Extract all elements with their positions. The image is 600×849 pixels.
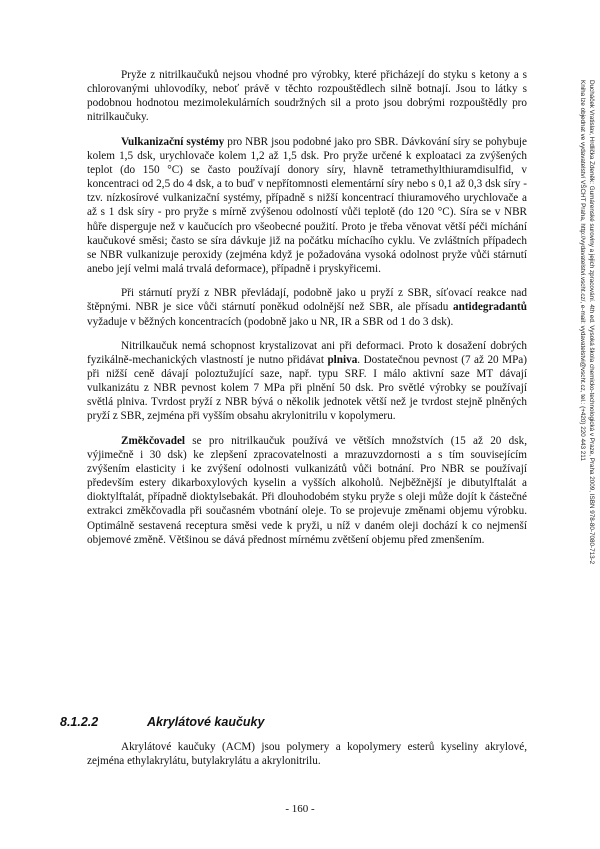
text-run: se pro nitrilkaučuk používá ve větších množstvích (15 až 20 dsk, výjimečně i 30 dsk) ke zlepšení zpracovatelnosti a mrazuvzdornosti a s tím souvisejícím zvýšením elasticity i ke zvýšení odolnosti vulkanizátů vůči botnání. Pro NBR se používají především estery dikarboxylových kyselin a vyšších alkoholů. Nejběžnější je dibutylftalát a dioktylftalát, případně dioktylsebakát. Při dlouhodobém styku pryže s oleji může dojít k částečné extrakci změkčovadla při současném vbotnání oleje. To se projevuje změnami objemu výrobku. Optimálně sestavená receptura směsi vede k pryži, u níž v daném oleji dochází k co nejmenší objemové změně. Většinou se dává přednost mírnému zvětšení objemu před zmenšením. bbox=[87, 434, 527, 546]
text-run: pro NBR jsou podobné jako pro SBR. Dávkování síry se pohybuje kolem 1,5 dsk, urychlovače kolem 1,2 až 1,5 dsk. Pro pryže určené k exploataci za zvýšených teplot (do 150 °C) se často používají donory síry, hlavně tetramethylthiuramdisulfid, v koncentraci od 2,5 do 4 dsk, a to buď v nepřítomnosti elementární síry nebo s 0,1 až 0,3 dsk síry - tzv. nízkosírové vulkanizační systémy, případně s nižší koncentrací thiuramového urychlovače a až s 1 dsk síry - pro pryže s mírně zvýšenou odolností vůči teplotě (do 120 °C). Síra se v NBR hůře disperguje než v kaučucích pro všeobecné použití. Proto je třeba věnovat větší péči míchání kaučukové směsi; často se síra dávkuje již na počátku míchacího cyklu. Ve zvláštních případech se NBR vulkanizuje peroxidy (zejména když je požadována vysoká odolnost pryže vůči stárnutí anebo její velmi malá trvalá deformace), případně i pryskyřicemi. bbox=[87, 135, 527, 276]
section-heading bbox=[60, 715, 520, 729]
text-run: Pryže z nitrilkaučuků nejsou vhodné pro výrobky, které přicházejí do styku s ketony a s chlorovanými uhlovodíky, neboť právě v těchto rozpouštědlech silně botnají. Jsou to látky s podobnou hodnotou mezimolekulárních soudržných sil a proto jsou dobrými rozpouštědly pro nitrilkaučuky. bbox=[87, 69, 527, 124]
section-title: Akrylátové kaučuky bbox=[147, 715, 265, 729]
paragraph bbox=[87, 68, 527, 125]
bold-term: Vulkanizační systémy bbox=[121, 135, 225, 148]
text-run: Při stárnutí pryží z NBR převládají, podobně jako u pryží z SBR, síťovací reakce nad štěpnými. NBR je sice vůči stárnutí poněkud odolnější než SBR, ale přísadu bbox=[87, 287, 527, 314]
bold-term: antidegradantů bbox=[453, 301, 527, 314]
section-intro bbox=[87, 740, 527, 768]
section-number: 8.1.2.2 bbox=[60, 715, 99, 729]
paragraph bbox=[87, 135, 527, 277]
section-intro-paragraph: Akrylátové kaučuky (ACM) jsou polymery a kopolymery esterů kyseliny akrylové, zejména ethylakrylátu, butylakrylátu a akrylonitrilu. bbox=[87, 741, 527, 768]
side-citation bbox=[566, 80, 596, 640]
paragraph bbox=[87, 286, 527, 328]
body-text bbox=[87, 68, 527, 557]
side-citation-line-1: Ducháček Vratislav, Hrdlička Zdeněk: Gumárenské suroviny a jejich zpracování. 4th ed. Vysoká škola chemicko-technologická v Praze, Praha 2009, ISBN 978-80-7080-713-2 bbox=[588, 80, 595, 565]
side-citation-line-2: Kniha lze objednat ve vydavatelství VŠCHT Praha, http://vydavatelstvi.vscht.cz/, e-mail: vydavatelstvi@vscht.cz, tel.: (+420) 220 443 211 bbox=[579, 80, 586, 461]
text-run: Nitrilkaučuk nemá schopnost krystalizovat ani při deformaci. Proto k dosažení dobrých fyzikálně-mechanických vlastností je nutno přidávat bbox=[87, 339, 527, 366]
page-number: - 160 - bbox=[285, 803, 315, 815]
text-run: vyžaduje v běžných koncentracích (podobně jako u NR, IR a SBR od 1 do 3 dsk). bbox=[87, 315, 454, 328]
text-run: . Dostatečnou pevnost (7 až 20 MPa) při nižší ceně dávají poloztužující saze, např. typu SRF. I málo aktivní saze MT dávají vulkanizátu z NBR pevnost kolem 7 MPa při plnění 50 dsk. Pro světlé výrobky se používají světlá plniva. Tvrdost pryží z NBR bývá o několik jednotek větší než je tvrdost stejně plněných pryží z SBR, zejména při vyšším obsahu akrylonitrilu v kopolymeru. bbox=[87, 353, 527, 423]
paragraph bbox=[87, 339, 527, 424]
bold-term: Změkčovadel bbox=[121, 434, 186, 447]
paragraph bbox=[87, 434, 527, 547]
bold-term: plniva bbox=[327, 353, 358, 366]
